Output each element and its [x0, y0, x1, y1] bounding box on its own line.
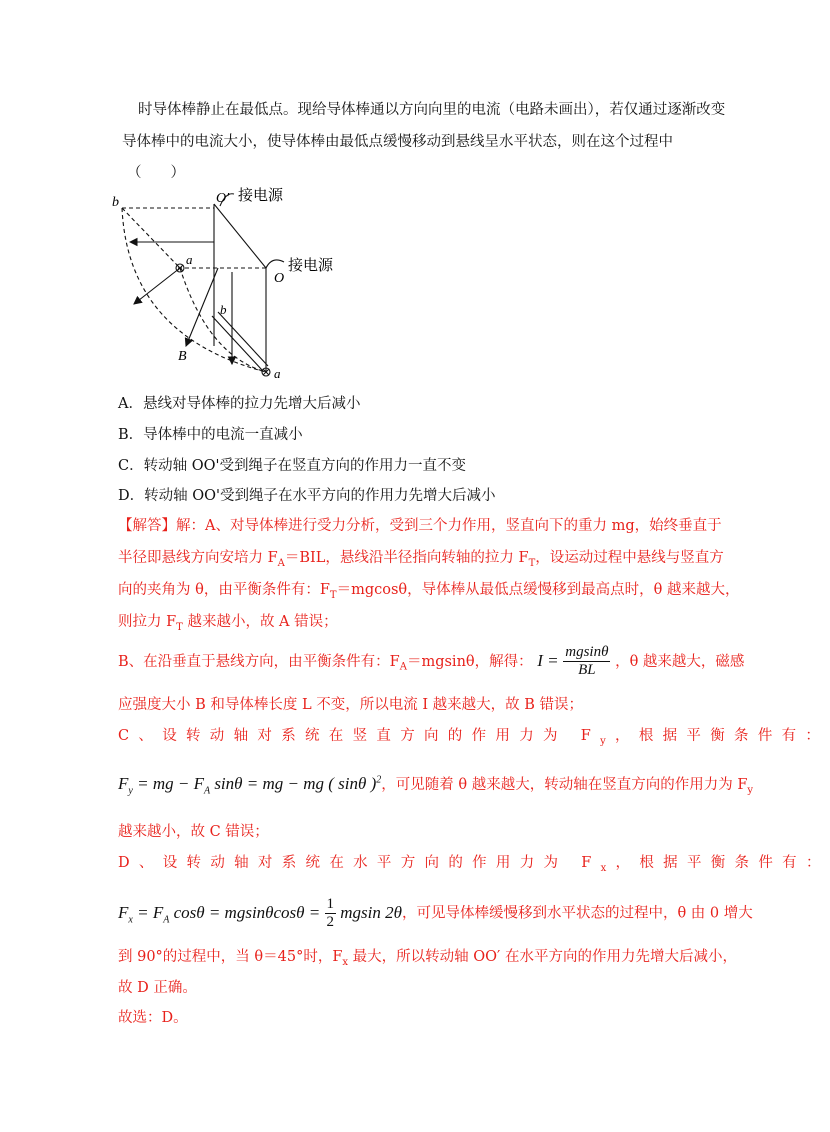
answer-line-11: $F_x = F_A$ cosθ = mgsinθcosθ = $\frac{1}{2}$ mgsin 2θ，可见导体棒缓慢移到水平状态的过程中，θ 由 0 增大: [118, 896, 753, 931]
label-field-b: B: [178, 349, 187, 364]
label-b-mid: b: [220, 302, 227, 317]
question-line-2: 导体棒中的电流大小，使导体棒由最低点缓慢移动到悬线呈水平状态，则在这个过程中: [122, 134, 673, 150]
answer-line-13: 故 D 正确。: [118, 980, 197, 996]
option-d: D．转动轴 OO'受到绳子在水平方向的作用力先增大后减小: [118, 488, 496, 504]
label-a-bottom: a: [274, 366, 281, 381]
answer-line-1: 【解答】解：A、对导体棒进行受力分析，受到三个力作用，竖直向下的重力 mg，始终垂直于: [118, 518, 722, 534]
answer-line-7: C、设转动轴对系统在竖直方向的作用力为 $F_y$，根据平衡条件有：: [118, 728, 830, 747]
label-a-mid: a: [186, 252, 193, 267]
label-o: O: [274, 271, 285, 286]
answer-line-12: 到 90°的过程中，当 θ＝45°时，$F_x$ 最大，所以转动轴 OO′ 在水平方向的作用力先增大后减小，: [118, 949, 737, 968]
question-line-1: 时导体棒静止在最低点。现给导体棒通以方向向里的电流（电路未画出），若仅通过逐渐改变: [138, 102, 726, 118]
answer-line-8: $F_y$ = mg − $F_A$ sinθ = mg − mg ( sinθ )$^2$，可见随着 θ 越来越大，转动轴在竖直方向的作用力为 $F_y$: [118, 774, 754, 797]
option-b: B．导体棒中的电流一直减小: [118, 427, 303, 443]
power-label-2: 接电源: [288, 256, 334, 274]
current-fraction: $\frac{mgsin\theta}{BL}$: [565, 644, 609, 679]
label-b-top: b: [112, 195, 119, 210]
physics-diagram: [108, 186, 348, 382]
answer-line-10: D、设转动轴对系统在水平方向的作用力为 $F_x$，根据平衡条件有：: [118, 855, 830, 874]
answer-final-choice: 故选：D。: [118, 1010, 188, 1026]
option-c: C．转动轴 OO'受到绳子在竖直方向的作用力一直不变: [118, 458, 466, 474]
answer-line-6: 应强度大小 B 和导体棒长度 L 不变，所以电流 I 越来越大，故 B 错误；: [118, 697, 584, 713]
power-label-1: 接电源: [238, 186, 284, 204]
answer-line-5: B、在沿垂直于悬线方向，由平衡条件有：$F_A=mgsin\theta$，解得： I = $\frac{mgsin\theta}{BL}$ ，θ 越来越大，磁感: [118, 644, 745, 679]
answer-line-3: 向的夹角为 θ，由平衡条件有：$F_T=mgcos\theta$，导体棒从最低点缓慢移到最高点时，θ 越来越大，: [118, 582, 740, 601]
answer-blank: （ ）: [127, 165, 185, 181]
answer-line-2: 半径即悬线方向安培力 $F_A=BIL$，悬线沿半径指向转轴的拉力 $F_T$，设运动过程中悬线与竖直方: [118, 550, 724, 569]
answer-line-4: 则拉力 $F_T$ 越来越小，故 A 错误；: [118, 614, 338, 633]
option-a: A．悬线对导体棒的拉力先增大后减小: [118, 396, 361, 412]
answer-line-9: 越来越小，故 C 错误；: [118, 824, 269, 840]
label-o-prime: O′: [216, 191, 230, 206]
